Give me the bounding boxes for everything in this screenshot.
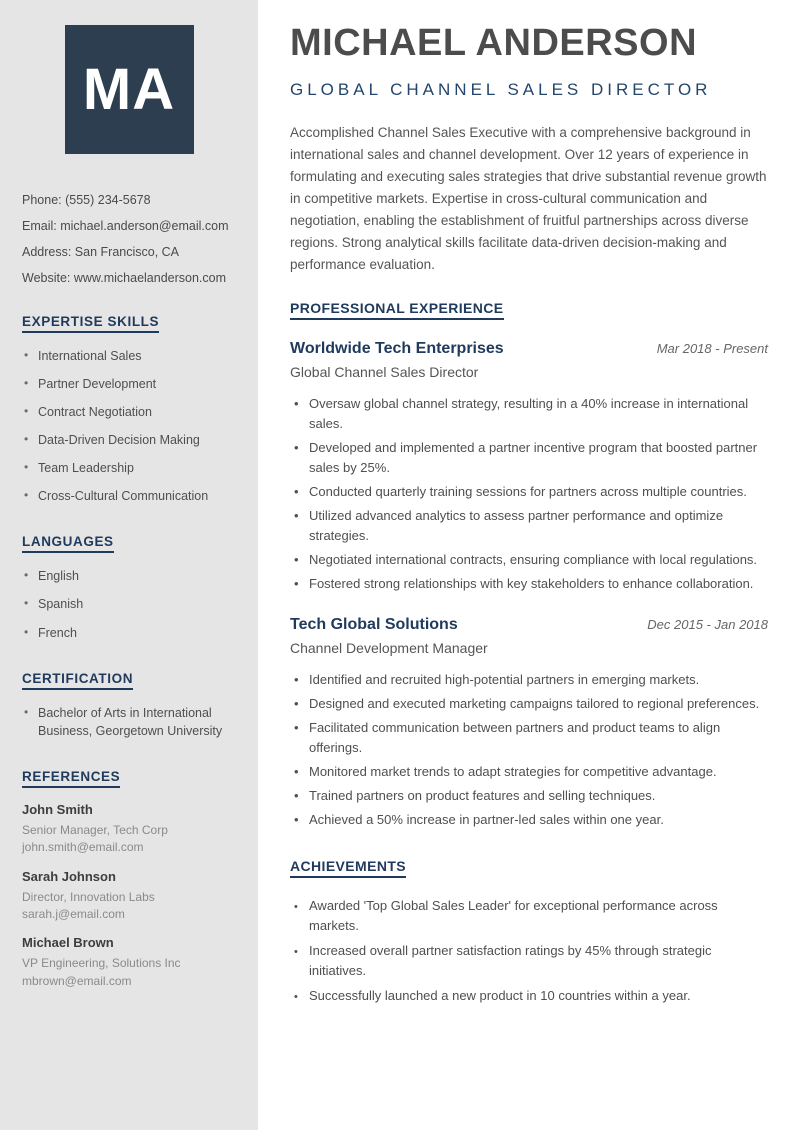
reference-person <box>22 935 236 990</box>
person-job-title: GLOBAL CHANNEL SALES DIRECTOR <box>290 79 712 99</box>
job-bullet-list <box>290 394 768 594</box>
experience-heading: PROFESSIONAL EXPERIENCE <box>290 300 504 320</box>
summary-paragraph: Accomplished Channel Sales Executive with a comprehensive background in international sales and channel development. Over 12 years of experience in formulating and executing sales strategies that drive substantial revenue growth in competitive markets. Expertise in cross-cultural communication and negotiation, enabling the establishment of fruitful partnerships across diverse regions. Strong analytical skills facilitate data-driven decision-making and performance evaluation. <box>290 124 767 272</box>
job-bullet: • Developed and implemented a partner incentive program that boosted partner sales by 25%. <box>290 438 768 478</box>
references-list <box>22 802 236 990</box>
job-bullet: • Conducted quarterly training sessions for partners across multiple countries. <box>290 482 768 502</box>
job-bullet: • Fostered strong relationships with key stakeholders to enhance collaboration. <box>290 574 768 594</box>
languages-section <box>22 533 236 641</box>
reference-name: Michael Brown <box>22 935 114 951</box>
reference-person <box>22 869 236 924</box>
certification-section <box>22 670 236 740</box>
contact-line: Email: michael.anderson@email.com <box>22 219 229 233</box>
skill-item: • Contract Negotiation <box>22 403 236 421</box>
person-name: MICHAEL ANDERSON <box>290 22 698 64</box>
achievements-heading: ACHIEVEMENTS <box>290 858 406 878</box>
sidebar <box>0 0 258 1130</box>
job-bullet: • Facilitated communication between partners and product teams to align offerings. <box>290 718 768 758</box>
job-entry <box>290 340 768 594</box>
references-section <box>22 768 236 990</box>
languages-list <box>22 567 236 641</box>
job-bullet: • Utilized advanced analytics to assess partner performance and optimize strategies. <box>290 506 768 546</box>
monogram-avatar: MA <box>65 25 194 154</box>
certification-heading: CERTIFICATION <box>22 671 133 690</box>
job-company: Worldwide Tech Enterprises <box>290 339 504 357</box>
achievement-item: • Increased overall partner satisfaction ratings by 45% through strategic initiatives. <box>290 941 768 981</box>
job-bullet: • Oversaw global channel strategy, resulting in a 40% increase in international sales. <box>290 394 768 434</box>
skills-heading: EXPERTISE SKILLS <box>22 314 159 333</box>
skill-item: • Data-Driven Decision Making <box>22 431 236 449</box>
reference-name: Sarah Johnson <box>22 868 116 884</box>
achievements-list <box>290 896 768 1006</box>
reference-email: john.smith@email.com <box>22 840 144 855</box>
achievements-section <box>290 858 768 1006</box>
job-bullet: • Monitored market trends to adapt strategies for competitive advantage. <box>290 762 768 782</box>
achievement-item: • Awarded 'Top Global Sales Leader' for exceptional performance across markets. <box>290 896 768 936</box>
reference-email: sarah.j@email.com <box>22 907 125 922</box>
skill-item: • Partner Development <box>22 375 236 393</box>
references-heading: REFERENCES <box>22 769 120 788</box>
experience-section <box>290 300 768 830</box>
contact-line: Website: www.michaelanderson.com <box>22 271 227 285</box>
main-content <box>258 0 800 1130</box>
certification-item: • Bachelor of Arts in International Business, Georgetown University <box>22 704 236 740</box>
skills-list <box>22 347 236 506</box>
reference-title: Director, Innovation Labs <box>22 889 155 904</box>
contact-line: Address: San Francisco, CA <box>22 245 180 259</box>
skill-item: • Team Leadership <box>22 459 236 477</box>
skill-item: • Cross-Cultural Communication <box>22 487 236 505</box>
achievement-item: • Successfully launched a new product in 10 countries within a year. <box>290 986 768 1006</box>
job-bullet: • Achieved a 50% increase in partner-led sales within one year. <box>290 810 768 830</box>
job-dates: Dec 2015 - Jan 2018 <box>647 616 768 632</box>
job-role: Global Channel Sales Director <box>290 363 479 380</box>
job-header <box>290 616 768 634</box>
reference-title: VP Engineering, Solutions Inc <box>22 956 181 971</box>
language-item: • French <box>22 624 236 642</box>
job-entry <box>290 616 768 830</box>
reference-name: John Smith <box>22 801 93 817</box>
job-bullet: • Identified and recruited high-potential partners in emerging markets. <box>290 670 768 690</box>
job-bullet: • Negotiated international contracts, ensuring compliance with local regulations. <box>290 550 768 570</box>
reference-title: Senior Manager, Tech Corp <box>22 822 168 837</box>
reference-email: mbrown@email.com <box>22 973 132 988</box>
skill-item: • International Sales <box>22 347 236 365</box>
job-header <box>290 340 768 358</box>
job-bullet-list <box>290 670 768 830</box>
skills-section <box>22 313 236 506</box>
job-dates: Mar 2018 - Present <box>656 340 768 356</box>
languages-heading: LANGUAGES <box>22 534 114 553</box>
language-item: • Spanish <box>22 595 236 613</box>
job-bullet: • Designed and executed marketing campaigns tailored to regional preferences. <box>290 694 768 714</box>
reference-person <box>22 802 236 857</box>
contact-line: Phone: (555) 234-5678 <box>22 193 151 207</box>
contact-info <box>22 194 236 285</box>
job-bullet: • Trained partners on product features and selling techniques. <box>290 786 768 806</box>
job-role: Channel Development Manager <box>290 639 488 656</box>
job-company: Tech Global Solutions <box>290 615 458 633</box>
certification-list <box>22 704 236 740</box>
language-item: • English <box>22 567 236 585</box>
